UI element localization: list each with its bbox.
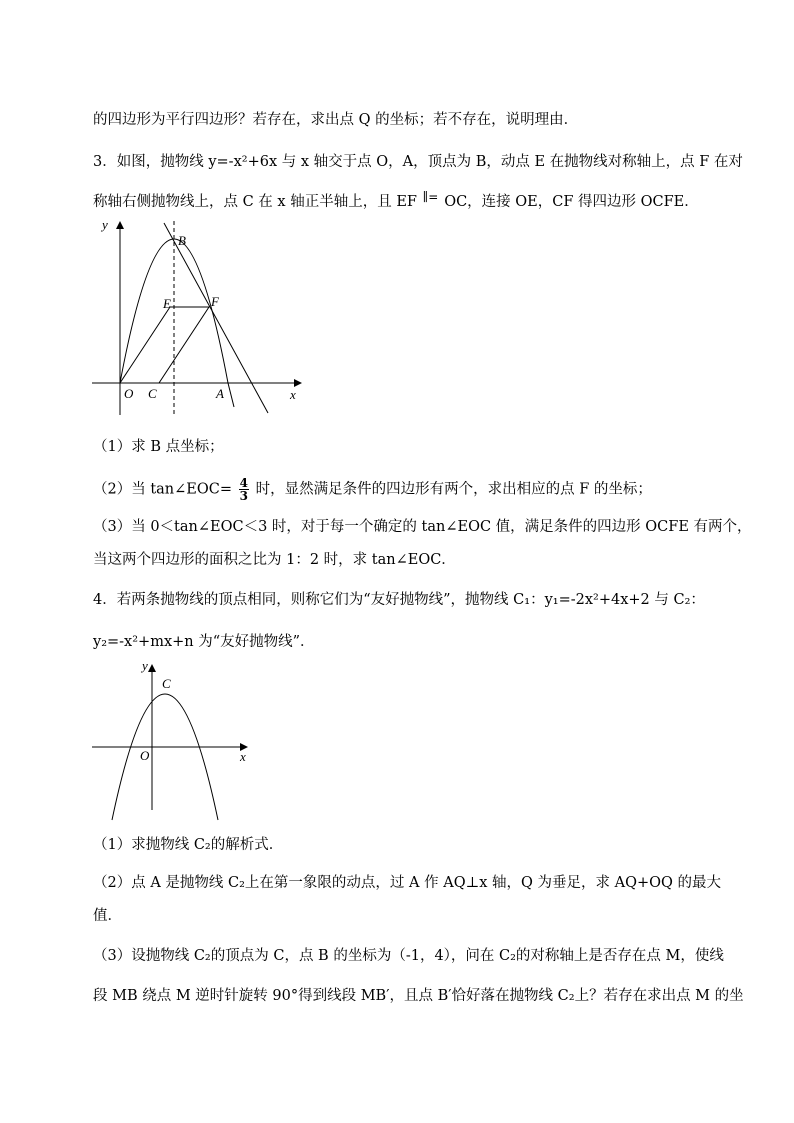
label-c: C (162, 676, 171, 691)
question-4-3: （3）设抛物线 C₂的顶点为 C，点 B 的坐标为（-1，4），问在 C₂的对称轴上是否存在点 M，使线 (93, 948, 724, 964)
problem-3-statement-cont (93, 192, 699, 212)
text-segment: 时，显然满足条件的四边形有两个，求出相应的点 F 的坐标； (255, 481, 652, 498)
fraction (239, 477, 249, 502)
text-line: 的四边形为平行四边形？若存在，求出点 Q 的坐标；若不存在，说明理由． (93, 112, 579, 128)
y-axis-arrow-icon (148, 664, 156, 672)
y-axis-arrow-icon (116, 221, 124, 229)
label-a: A (216, 386, 224, 401)
label-y: y (142, 658, 148, 673)
problem-4-statement-cont: y₂=-x²+mx+n 为“友好抛物线”． (93, 634, 315, 650)
question-4-2-cont: 值． (93, 908, 122, 924)
label-b: B (178, 233, 186, 248)
label-y: y (102, 217, 108, 232)
label-e: E (163, 296, 171, 311)
problem-3-statement: 3．如图，抛物线 y=-x²+6x 与 x 轴交于点 O，A，顶点为 B，动点 E 在抛物线对称轴上，点 F 在对 (93, 154, 743, 170)
label-c: C (148, 386, 157, 401)
line-through-b (164, 223, 268, 413)
question-3-3-cont: 当这两个四边形的面积之比为 1：2 时，求 tan∠EOC． (93, 552, 456, 568)
text-segment: （2）当 tan∠EOC= (93, 481, 233, 498)
parabola-curve (112, 694, 218, 820)
fraction-numerator: 4 (239, 476, 248, 490)
question-3-1: （1）求 B 点坐标； (93, 439, 224, 455)
label-x: x (290, 387, 296, 402)
problem-4-statement: 4．若两条抛物线的顶点相同，则称它们为“友好抛物线”，抛物线 C₁：y₁=-2x²+4x+2 与 C₂： (93, 592, 705, 608)
label-x: x (240, 749, 246, 764)
text-segment: 称轴右侧抛物线上，点 C 在 x 轴正半轴上，且 EF (93, 194, 417, 210)
question-4-2: （2）点 A 是抛物线 C₂上在第一象限的动点，过 A 作 AQ⊥x 轴，Q 为垂足，求 AQ+OQ 的最大 (93, 875, 722, 891)
question-3-2 (93, 477, 652, 502)
question-4-1: （1）求抛物线 C₂的解析式． (93, 837, 284, 853)
label-f: F (211, 294, 219, 309)
text-segment: OC，连接 OE，CF 得四边形 OCFE． (444, 194, 699, 210)
parallel-equal-symbol: ∥= (422, 190, 439, 204)
figure-parabola-c2 (90, 658, 260, 828)
question-4-3-cont: 段 MB 绕点 M 逆时针旋转 90°得到线段 MB′，且点 B′恰好落在抛物线 C₂上？若存在求出点 M 的坐 (93, 988, 744, 1004)
figure-parabola-parallelogram (88, 215, 308, 415)
fraction-denominator: 3 (239, 489, 248, 503)
label-o: O (124, 386, 134, 401)
x-axis-arrow-icon (294, 379, 302, 387)
question-3-3: （3）当 0＜tan∠EOC＜3 时，对于每一个确定的 tan∠EOC 值，满足条件的四边形 OCFE 有两个， (93, 519, 752, 535)
label-o: O (140, 748, 150, 763)
parallelogram-ocfe (120, 307, 209, 383)
parabola-curve (120, 239, 234, 407)
